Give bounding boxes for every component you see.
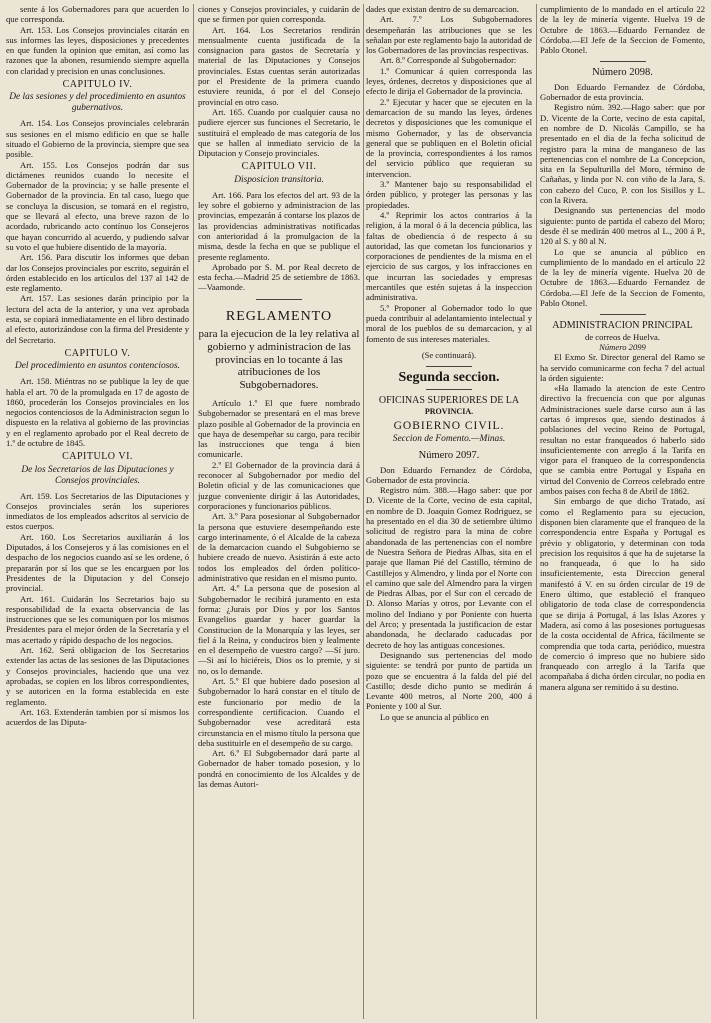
article-157: Art. 157. Las sesiones darán principio por la lectura del acta de la anterior, y una vez aprobada esta, se copiará inmediatamente en el libro destinado al efecto, autorizándose con la firma del Presidente y del Secretario. xyxy=(6,293,189,345)
article-154: Art. 154. Los Consejos provinciales celebrarán sus sesiones en el mismo edificio en que se halle situado el Gobierno de la provincia, siempre que sea posible. xyxy=(6,118,189,160)
article-155: Art. 155. Los Consejos podrán dar sus dictámenes reunidos cuando lo necesite el Gobernador de la provincia; y se halle presente el Gobernador de la provincia. En tal caso, luego que se concluya la discusion, se tomará en el registro, que se llevará al efecto, una breve razon de lo acordado, rubricando acto contínuo los Consejeros que hayan concurrido al acuerdo, y pudiendo salvar su voto el que hubiere disentido de la mayoría. xyxy=(6,159,189,252)
chapter-heading: CAPITULO V. xyxy=(64,347,131,359)
notice-text: Registro núm. 392.—Hago saber: que por D. Vicente de la Corte, vecino de esta capital, en nombre de D. Nicolás Campillo, se ha presentado en el dia de la fecha solicitud de registro para la mina de manganeso de las pertenencias con el nombre de La Concepcion, sita en la Sepulturilla del Moro, término de Cañañas, y linda por N. con viño de la Jara, S. con cabezo del Cuco, P. con los Sisillos y L. con la Rivera. xyxy=(540,102,705,206)
separator xyxy=(426,366,472,367)
chapter-heading: CAPITULO VI. xyxy=(62,451,133,463)
reglamento-article-1: Artículo 1.º El que fuere nombrado Subgobernador se presentará en el mas breve plazo posible al Gobernador de la provincia en que haya de desempeñar su cargo, para recibir las instrucciones que tenga á bien comunicarle. xyxy=(198,398,360,460)
article-8-item-3: 3.º Mantener bajo su responsabilidad el órden público, y proteger las personas y las propiedades. xyxy=(366,179,532,210)
notice-header: Don Eduardo Fernandez de Córdoba, Gobernador de esta provincia. xyxy=(540,81,705,103)
column-2 xyxy=(198,4,360,789)
article-159: Art. 159. Los Secretarios de las Diputaciones y Consejos provinciales serán los superiores inmediatos de los empleados adscritos al servicio de estos cuerpos. xyxy=(6,490,189,532)
chapter-subtitle: Disposicion transitoria. xyxy=(234,174,324,185)
notice-text: Lo que se anuncia al público en xyxy=(380,711,489,722)
notice-number: Número 2097. xyxy=(418,450,480,462)
article-8-item-2: 2.º Ejecutar y hacer que se ejecuten en la demarcacion de su mando las leyes, órdenes decretos y disposiciones que les comunique el mismo Gobernador, y las de observancia general que se publiquen en el Boletin oficial de la provincia, correspondientes á los ramos del servicio público que requieran su intervencion. xyxy=(366,96,532,179)
article-8-item-5: 5.º Proponer al Gobernador todo lo que pueda contribuir al adelantamiento intelectual y moral de los pueblos de su demarcacion, y al fomento de sus intereses materiales. xyxy=(366,302,532,344)
article-text: ciones y Consejos provinciales, y cuidarán de que se firmen por quien corresponda. xyxy=(198,4,360,25)
chapter-subtitle: Del procedimiento en asuntos contenciosos. xyxy=(15,361,180,372)
chapter-subtitle: De los Secretarios de las Diputaciones y Consejos provinciales. xyxy=(21,464,174,486)
article-162: Art. 162. Será obligacion de los Secretarios extender las actas de las sesiones de las Diputaciones y Consejos provinciales, haciendo que una vez aprobadas, se copien en los libros correspondientes, y se autoricen en la forma establecida en este reglamento. xyxy=(6,645,189,707)
notice-text: Sin embargo de que dicho Tratado, así como el Reglamento para su ejecucion, disponen bien claramente que el franqueo de la correspondencia entre España y Portugal es prévio y obligatorio, y determinan con toda precision los requisitos á que ha de sujetarse la no franqueada, ó que lo ha sido insuficientemente, esta Direccion general manifestó á V. en su órden circular de 19 de Enero último, que estableció el franqueo obligatorio de toda clase de correspondencia que se dirija á Portugal, á las Islas Azores y Madera, así como á las posesiones portuguesas de la costa occidental de Africa, fácilmente se comprendia que toda carta, periódico, muestra de comercio ó impreso que no hubiere sido franqueado con arreglo á la Tarifa que acompañaba á dicha órden circular, no podia en manera alguna ser remitido á su destino. xyxy=(540,496,705,692)
article-164: Art. 164. Los Secretarios rendirán mensualmente cuenta justificada de la consignacion para gastos de Secretaría y material de las Diputaciones y Consejos provinciales. Estas cuentas serán autorizadas por el Presidente de la primera cuando estuviere reunida, ó por el del Consejo provincial en otro caso. xyxy=(198,24,360,107)
separator xyxy=(426,389,472,390)
article-8-item-4: 4.º Reprimir los actos contrarios á la religion, á la moral ó á la decencia pública, las faltas de obediencia ó de respecto á su autoridad, las que cometan los funcionarios y corporaciones de pendientes de la misma en el ejercicio de sus cargos, y los infracciones en que incurran las sociedades y empresas mercantiles que estén sujetas á la inspeccion administrativa. xyxy=(366,209,532,303)
column-3 xyxy=(366,4,532,722)
notice-text: Lo que se anuncia al público en cumplimiento de lo mandado en el artículo 22 de la ley de minería vigente. Huelva 20 de Octubre de 1863.—Eduardo Fernandez de Córdoba.—El Jefe de la Seccion de Fomento, Pablo Otonel. xyxy=(540,246,705,309)
column-4 xyxy=(540,4,705,692)
approval-note: Aprobado por S. M. por Real decreto de esta fecha.—Madrid 25 de setiembre de 1863.—Vaamonde. xyxy=(198,261,360,293)
reglamento-article-4: Art. 4.º La persona que de posesion al Subgobernador le recibirá juramento en esta forma: ¿Jurais por Dios y por los Santos Evangelios guardar y hacer guardar la Constitucion de la Monarquía y las leyes, ser fiel á la Reina, y conduciros bien y lealmente en el desempeño de vuestro cargo? —Sí juro. —Si así lo hiciéreis, Dios os lo premie, y si no, os lo demande. xyxy=(198,583,360,676)
notice-text: cumplimiento de lo mandado en el artículo 22 de la ley de minería vigente. Huelva 19 de Octubre de 1863.—Eduardo Fernandez de Córdoba.—El Jefe de la Seccion de Fomento, Pablo Otonel. xyxy=(540,4,705,56)
notice-text: Registro núm. 388.—Hago saber: que por D. Vicente de la Corte, vecino de esta capital, en nombre de D. Joaquin Gomez Rodriguez, se ha presentado en el dia 30 de setiembre último solicitud de registro para la mina de cobre abandonada de las pertenencias con el nombre de Nuestra Señora de Piedras Albas, sita en el paraje que llaman Pié del Castillo, término de Castillejos y Almendro, y linda por el Norte con el camino que sale del Almendro para la virgen de Piedras Albas, por el Sur con el cercado de D. Alonso Marías y otros, por Levante con el molino del Indiano y por Poniente con huerta del Arco; y presentada la justificacion de estar abandonada, he declarado caducadas por decreto de hoy las antiguas concesiones. xyxy=(366,485,532,650)
notice-header: Don Eduardo Fernandez de Córdoba, Gobernador de esta provincia. xyxy=(366,464,532,485)
notice-header: El Exmo Sr. Director general del Ramo se ha servido comunicarme con fecha 7 del actual la órden siguiente: xyxy=(540,352,705,383)
administration-subtitle: de correos de Huelva. xyxy=(585,331,660,342)
column-divider xyxy=(536,4,537,1019)
separator xyxy=(600,61,646,62)
article-165: Art. 165. Cuando por cualquier causa no pudiere ejercer sus funciones el Secretario, le sustituirá el empleado de mas categoría de los que se hallen al inmediato servicio de la Diputacion y Consejo provinciales. xyxy=(198,106,360,159)
article-161: Art. 161. Cuidarán los Secretarios bajo su responsabilidad de la exacta observancia de las instrucciones que se les comuniquen por los mismos Presidentes para el mejor órden de la Secretaría y el mas acertado y rápido despacho de los negocios. xyxy=(6,593,189,645)
reglamento-article-8: Art. 8.º Corresponde al Subgobernador: xyxy=(380,55,517,66)
notice-number: Número 2098. xyxy=(592,67,653,79)
reglamento-article-3: Art. 3.º Para posesionar al Subgobernador la persona que estuviere desempeñando este cargo interinamente, ó el Alcalde de la cabeza de la demarcacion cuando el Subgobierno se hubiere creado de nuevo. Asistirán á este acto todos los empleados del órden político-administrativo que residan en el mismo punto. xyxy=(198,511,360,584)
chapter-heading: CAPITULO IV. xyxy=(62,79,133,91)
government-title: GOBIERNO CIVIL. xyxy=(393,419,505,432)
reglamento-subtitle: para la ejecucion de la ley relativa al gobierno y administracion de las provincias en lo tocante á las atribuciones de los Subgobernadores. xyxy=(198,328,360,392)
reglamento-article-6: Art. 6.º El Subgobernador dará parte al Gobernador de haber tomado posesion, y lo pondrá en conocimiento de los Alcaldes y de las demas Autori- xyxy=(198,748,360,789)
notice-number: Número 2099 xyxy=(599,341,646,352)
separator xyxy=(600,314,646,315)
article-text: dades que existan dentro de su demarcacion. xyxy=(366,4,519,14)
continuation-note: (Se continuará). xyxy=(421,349,477,360)
article-166: Art. 166. Para los efectos del art. 93 de la ley sobre el gobierno y administracion de las provincias, empezarán á contarse los plazos de las providencias administrativas notificadas con anterioridad á la promulgacion de la misma, desde la fecha en que se publique el presente reglamento. xyxy=(198,189,360,262)
article-158: Art. 158. Miéntras no se publique la ley de que habla el art. 70 de la promulgada en 17 de agosto de 1860, procederán los Consejos provinciales en los negocios contenciosos de la Administracion segun lo dispuesto en la relativa al gobierno de las provincias y en el reglamento aprobado por el Real decreto de 1.º de octubre de 1845. xyxy=(6,376,189,448)
chapter-heading: CAPITULO VII. xyxy=(241,161,317,173)
reglamento-article-2: 2.º El Gobernador de la provincia dará á reconocer al Subgobernador por medio del Boletin oficial y de las comunicaciones que juzgue conveniente dirigir á las Autoridades, corporaciones y funcionarios públicos. xyxy=(198,459,360,511)
department-title: Seccion de Fomento.—Minas. xyxy=(392,434,506,445)
article-156: Art. 156. Para discutir los informes que deban dar los Consejos provinciales por escrito, seguirán el órden establecido en los artículos del 137 al 142 de este reglamento. xyxy=(6,252,189,294)
article-text: sente á los Gobernadores para que acuerden lo que corresponda. xyxy=(6,4,189,25)
column-divider xyxy=(363,4,364,1019)
reglamento-article-7: Art. 7.º Los Subgobernadores desempeñarán las atribuciones que se les señalan por este reglamento bajo la autoridad de los Gobernadores de las provincias respectivas. xyxy=(366,14,532,56)
reglamento-article-5: Art. 5.º El que hubiere dado posesion al Subgobernador lo hará constar en el título de este funcionario por medio de la correspondiente certificacion. Cuando el Subgobernador vese acreditará esta circunstancia en el mismo título la persona que deba sustituirle en el desempeño de su cargo. xyxy=(198,676,360,748)
article-153: Art. 153. Los Consejos provinciales citarán en sus informes las leyes, disposiciones y precedentes en que funden la opinion que emitan, así como las razones que la abonen, resumiendo siempre aquella con claridad y precision en unas conclusiones. xyxy=(6,24,189,76)
chapter-subtitle: De las sesiones y del procedimiento en asuntos gubernativos. xyxy=(9,92,186,114)
reglamento-title: REGLAMENTO xyxy=(225,308,333,324)
administration-title: ADMINISTRACION PRINCIPAL xyxy=(552,320,693,332)
offices-subtitle: PROVINCIA. xyxy=(424,406,474,416)
article-160: Art. 160. Los Secretarios auxiliarán á los Diputados, á los Consejeros y á las comisiones en el despacho de los negocios cuando así se les ordene, ó prepararán por sí los que se les encarguen por los Presidentes de la Diputacion y del Consejo provincial. xyxy=(6,531,189,594)
offices-title: OFICINAS SUPERIORES DE LA xyxy=(378,395,520,407)
separator xyxy=(256,299,302,300)
column-1 xyxy=(6,4,189,727)
article-8-item-1: 1.º Comunicar á quien corresponda las leyes, órdenes, decretos y disposiciones que al efecto le dirija el Gobernador de la provincia. xyxy=(366,65,532,97)
column-divider xyxy=(193,4,194,1019)
section-title: Segunda seccion. xyxy=(398,370,500,386)
notice-text: Designando sus pertenencias del modo siguiente: punto de partida el cabezo del Moro; desde él se medirán 400 metros al L., 200 á P., 120 al S. y 80 al N. xyxy=(540,205,705,247)
notice-text: «Ha llamado la atencion de este Centro directivo la frecuencia con que por algunas Administraciones suele darse curso aun á las cartas ó impresos que, siendo destinados á poblaciones del vecino Reino de Portugal, resultan no estar franqueados ó haberlo sido insuficientemente con arreglo á la Tarifa en vigor para el franqueo de la correspondencia que se cambia entre Portugal y España en virtud del Convenio de Correos celebrado entre ambos paises con fecha 8 de Abril de 1862. xyxy=(540,383,705,497)
notice-text: Designando sus pertenencias del modo siguiente: se tendrá por punto de partida un pozo que se encuentra á la falda del pié del Castillo; desde dicho punto se medirán á Levante 400 metros, al Norte 200, 400 á Poniente y 100 al Sur. xyxy=(366,649,532,712)
article-163: Art. 163. Extenderán tambien por sí mismos los acuerdos de las Diputa- xyxy=(6,706,189,728)
